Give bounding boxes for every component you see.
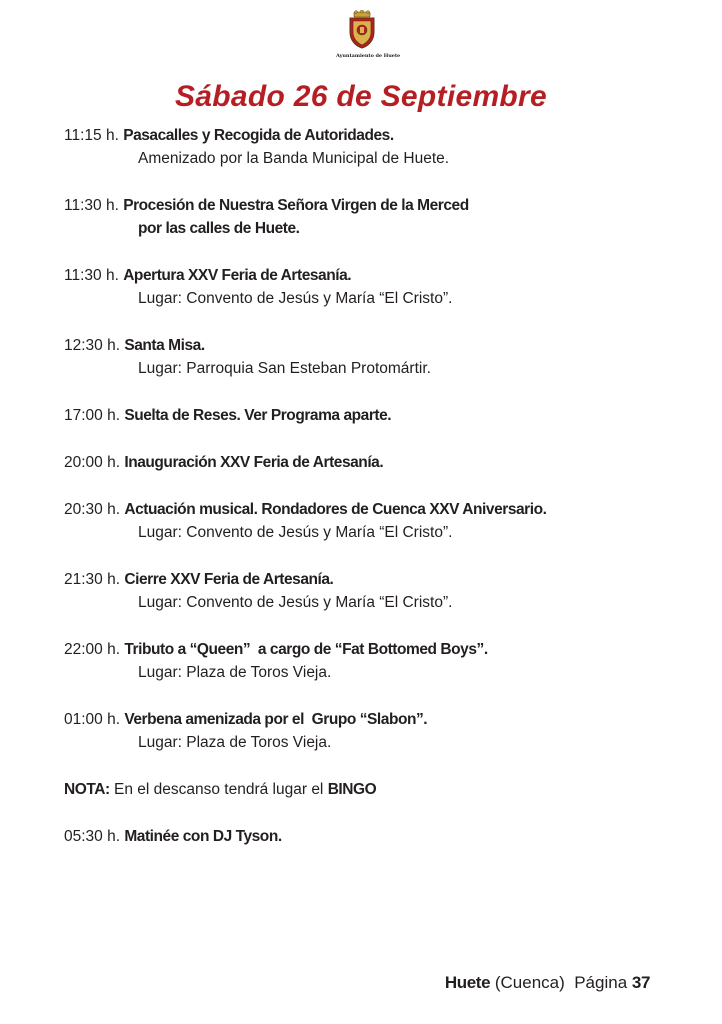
page-title: Sábado 26 de Septiembre <box>174 80 548 113</box>
event-subtitle: Lugar: Convento de Jesús y María “El Cristo”. <box>138 594 453 611</box>
event-item <box>64 825 704 848</box>
event-time: 11:30 h. <box>64 197 119 214</box>
event-item <box>64 264 704 310</box>
event-time: 20:30 h. <box>64 501 121 518</box>
footer-town: Huete <box>444 973 491 992</box>
event-time: 17:00 h. <box>64 407 121 424</box>
footer-region: (Cuenca) <box>490 973 575 992</box>
event-subtitle: Lugar: Convento de Jesús y María “El Cristo”. <box>138 290 453 307</box>
event-title: Procesión de Nuestra Señora Virgen de la Merced <box>123 197 469 214</box>
event-time: 22:00 h. <box>64 641 121 658</box>
event-title: Actuación musical. Rondadores de Cuenca XXV Aniversario. <box>124 501 547 518</box>
event-subtitle: Lugar: Plaza de Toros Vieja. <box>138 664 332 681</box>
event-time: 05:30 h. <box>64 828 121 845</box>
note-text: En el descanso tendrá lugar el <box>109 781 328 798</box>
event-time: 11:15 h. <box>64 127 119 144</box>
page-footer <box>445 973 650 993</box>
event-subtitle: Lugar: Parroquia San Esteban Protomártir. <box>138 360 431 377</box>
note-label: NOTA: <box>64 781 110 798</box>
event-item <box>64 404 704 427</box>
event-item <box>64 124 704 170</box>
event-title: Cierre XXV Feria de Artesanía. <box>124 571 334 588</box>
event-title-continued: por las calles de Huete. <box>138 220 300 237</box>
event-time: 21:30 h. <box>64 571 121 588</box>
event-title: Santa Misa. <box>124 337 205 354</box>
event-item <box>64 451 704 474</box>
event-time: 11:30 h. <box>64 267 119 284</box>
event-subtitle: Lugar: Convento de Jesús y María “El Cristo”. <box>138 524 453 541</box>
note-highlight: BINGO <box>327 781 377 798</box>
event-item <box>64 194 704 240</box>
municipal-coat-of-arms-logo <box>336 10 401 62</box>
event-title: Matinée con DJ Tyson. <box>124 828 282 845</box>
event-title: Pasacalles y Recogida de Autoridades. <box>123 127 394 144</box>
event-subtitle: Lugar: Plaza de Toros Vieja. <box>138 734 332 751</box>
page-number: 37 <box>631 973 650 992</box>
coat-of-arms-icon <box>347 10 377 50</box>
event-title: Apertura XXV Feria de Artesanía. <box>123 267 352 284</box>
event-item <box>64 568 704 614</box>
event-time: 12:30 h. <box>64 337 121 354</box>
event-item <box>64 708 704 754</box>
event-item <box>64 498 704 544</box>
note <box>64 778 704 801</box>
events-list <box>64 124 704 872</box>
event-title: Inauguración XXV Feria de Artesanía. <box>124 454 384 471</box>
event-title: Suelta de Reses. Ver Programa aparte. <box>124 407 392 424</box>
event-time: 20:00 h. <box>64 454 121 471</box>
event-title: Tributo a “Queen” a cargo de “Fat Bottomed Boys”. <box>124 641 488 658</box>
event-subtitle: Amenizado por la Banda Municipal de Huete. <box>138 150 450 167</box>
event-item <box>64 334 704 380</box>
logo-caption: Ayuntamiento de Huete <box>336 53 401 59</box>
event-time: 01:00 h. <box>64 711 121 728</box>
footer-page-label: Página <box>574 973 632 992</box>
event-item <box>64 638 704 684</box>
event-title: Verbena amenizada por el Grupo “Slabon”. <box>124 711 428 728</box>
